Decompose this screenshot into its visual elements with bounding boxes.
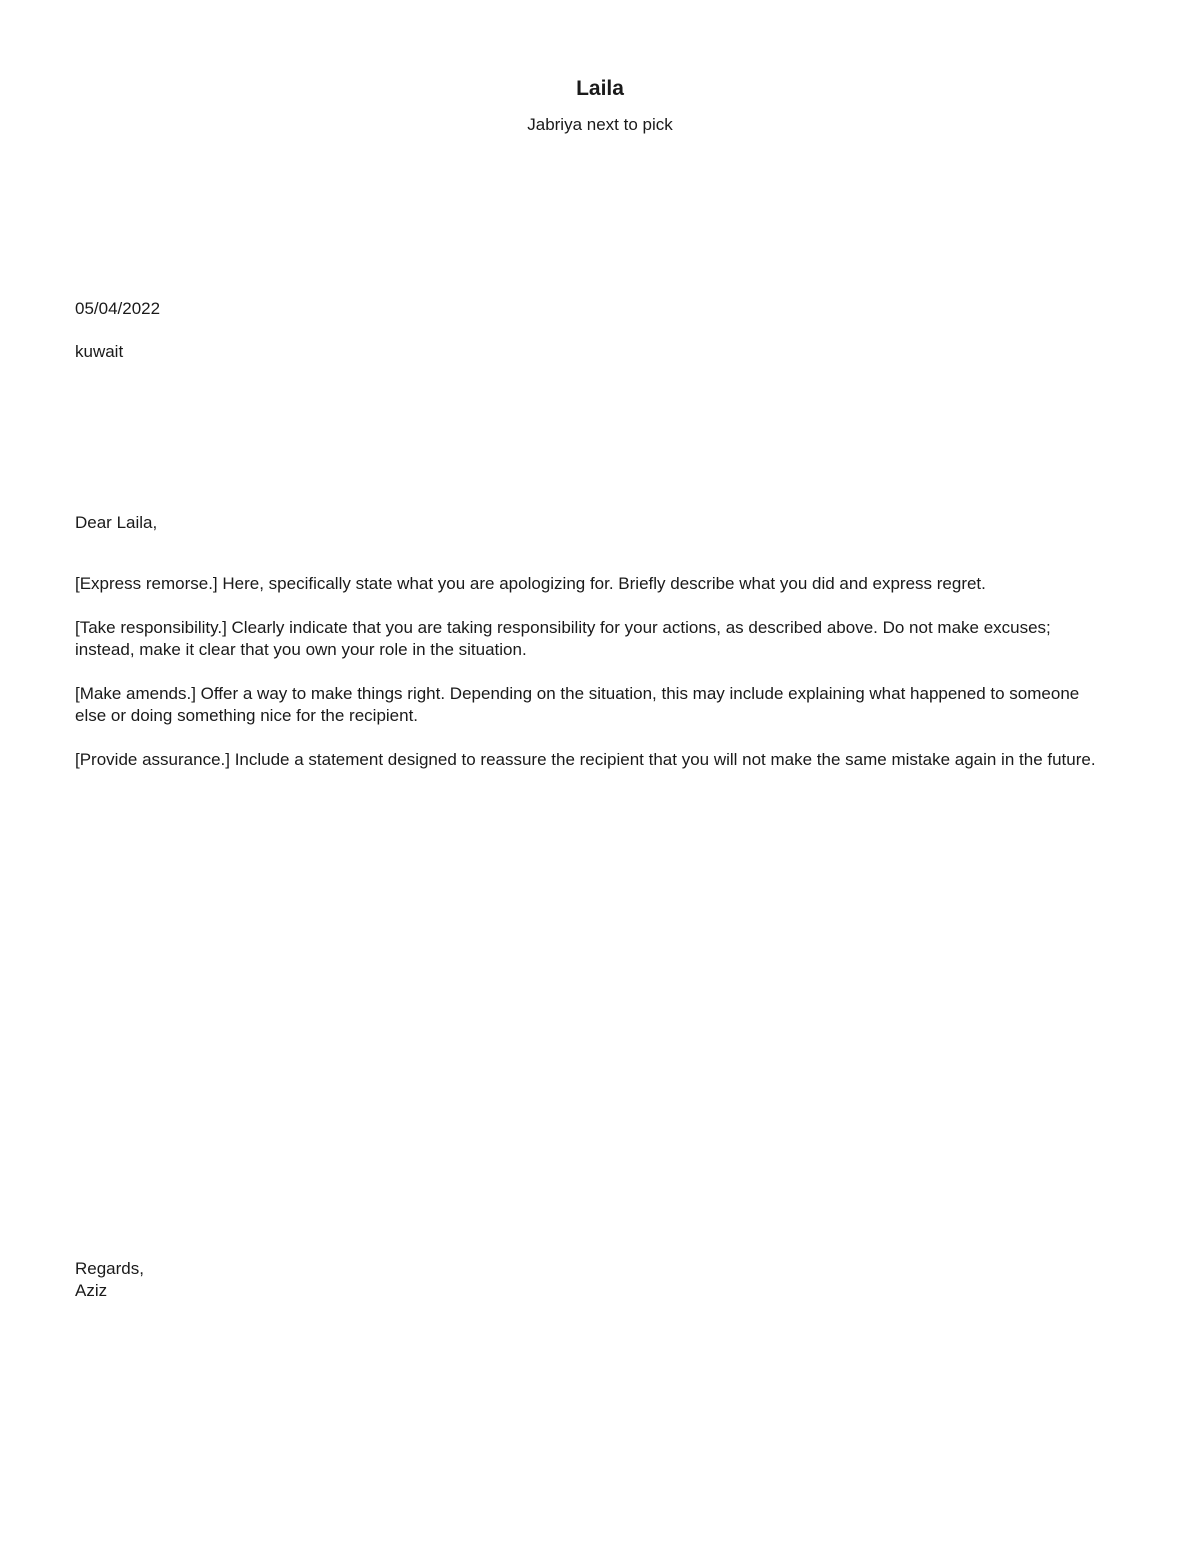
letter-header [0, 75, 1200, 137]
salutation: Dear Laila, [75, 513, 158, 532]
paragraph-take-responsibility: [Take responsibility.] Clearly indicate that you are taking responsibility for your actions, as described above. Do not make excuses; instead, make it clear that you own your role in the situation. [75, 618, 1051, 659]
letter-date: 05/04/2022 [75, 299, 161, 318]
paragraph-make-amends: [Make amends.] Offer a way to make things right. Depending on the situation, this may include explaining what happened to someone else or doing something nice for the recipient. [75, 684, 1080, 725]
signature-name: Aziz [75, 1281, 108, 1300]
sender-name: Laila [576, 77, 624, 100]
paragraph-provide-assurance: [Provide assurance.] Include a statement designed to reassure the recipient that you will not make the same mistake again in the future. [75, 750, 1096, 769]
sender-address: Jabriya next to pick [527, 115, 673, 134]
recipient-location: kuwait [75, 342, 124, 361]
paragraph-express-remorse: [Express remorse.] Here, specifically state what you are apologizing for. Briefly describe what you did and express regret. [75, 574, 986, 593]
letter-closing [75, 1258, 1105, 1302]
letter-body [75, 573, 1105, 793]
closing-phrase: Regards, [75, 1259, 144, 1278]
